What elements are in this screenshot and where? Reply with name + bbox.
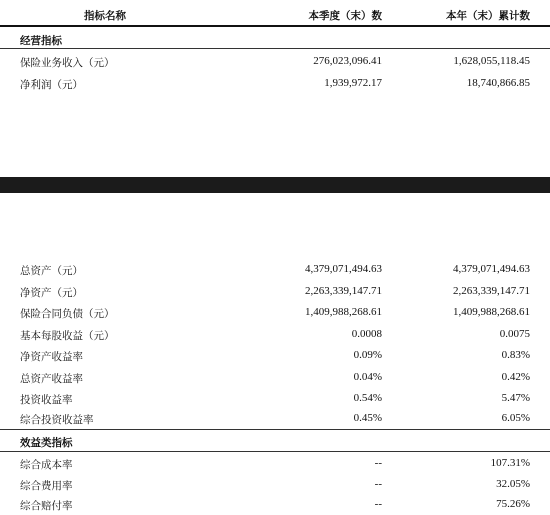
row-quarter-value: 0.04% <box>353 371 382 383</box>
row-quarter-value: -- <box>374 498 382 510</box>
row-ytd-value: 2,263,339,147.71 <box>453 285 530 297</box>
row-label: 综合费用率 <box>20 480 73 492</box>
row-label: 净资产（元） <box>20 287 83 299</box>
section-rule <box>0 48 550 49</box>
row-label: 综合赔付率 <box>20 500 73 512</box>
row-label: 基本每股收益（元） <box>20 330 115 342</box>
row-ytd-value: 1,628,055,118.45 <box>453 55 530 67</box>
header-indicator-name: 指标名称 <box>84 10 126 22</box>
row-quarter-value: 1,409,988,268.61 <box>305 306 382 318</box>
header-rule <box>0 25 550 27</box>
row-quarter-value: 4,379,071,494.63 <box>305 263 382 275</box>
row-label: 总资产（元） <box>20 265 83 277</box>
row-label: 保险业务收入（元） <box>20 57 115 69</box>
row-ytd-value: 107.31% <box>490 457 530 469</box>
row-quarter-value: 0.09% <box>353 349 382 361</box>
page-break-bar <box>0 177 550 193</box>
row-ytd-value: 0.0075 <box>499 328 530 340</box>
row-ytd-value: 4,379,071,494.63 <box>453 263 530 275</box>
row-ytd-value: 18,740,866.85 <box>466 77 530 89</box>
row-quarter-value: 0.45% <box>353 412 382 424</box>
section-rule <box>0 451 550 452</box>
section-rule <box>0 429 550 430</box>
row-ytd-value: 6.05% <box>501 412 530 424</box>
row-ytd-value: 0.42% <box>501 371 530 383</box>
row-quarter-value: 0.0008 <box>351 328 382 340</box>
row-label: 保险合同负债（元） <box>20 308 115 320</box>
row-quarter-value: 2,263,339,147.71 <box>305 285 382 297</box>
row-quarter-value: 0.54% <box>353 392 382 404</box>
header-ytd: 本年（末）累计数 <box>446 10 530 22</box>
row-label: 综合成本率 <box>20 459 73 471</box>
row-label: 综合投资收益率 <box>20 414 94 426</box>
row-label: 净利润（元） <box>20 79 83 91</box>
row-ytd-value: 5.47% <box>501 392 530 404</box>
row-quarter-value: 276,023,096.41 <box>313 55 382 67</box>
header-quarter: 本季度（末）数 <box>308 10 382 22</box>
row-quarter-value: -- <box>374 478 382 490</box>
row-ytd-value: 1,409,988,268.61 <box>453 306 530 318</box>
row-label: 净资产收益率 <box>20 351 83 363</box>
row-label: 总资产收益率 <box>20 373 83 385</box>
row-quarter-value: -- <box>374 457 382 469</box>
row-label: 投资收益率 <box>20 394 73 406</box>
row-ytd-value: 0.83% <box>501 349 530 361</box>
indicator-table: 指标名称 本季度（末）数 本年（末）累计数 经营指标 保险业务收入（元） 276,023,096.41 1,628,055,118.45 净利润（元） 1,939,972.17 18,740,866.85 总资产（元） 4,379,071,494.63 4,379,071,494.63 净资产（元） 2,263,339,147.71 2,263,339,147.71 保险合同负债（元） 1,409,988,268.61 1,409,988,268.61 基本每股收益（元） 0.0008 0.0075 净资产收益率 0.09% 0.83% 总资产收益率 0.04% 0.42% 投资收益率 0.54% 5.47% 综合投资收益率 0.45% 6.05% 效益类指标 综合成本率 -- 107.31% 综合费用率 -- 32.05% 综合赔付率 -- 75.26% <box>0 0 550 515</box>
row-ytd-value: 32.05% <box>496 478 530 490</box>
row-ytd-value: 75.26% <box>496 498 530 510</box>
row-quarter-value: 1,939,972.17 <box>324 77 382 89</box>
